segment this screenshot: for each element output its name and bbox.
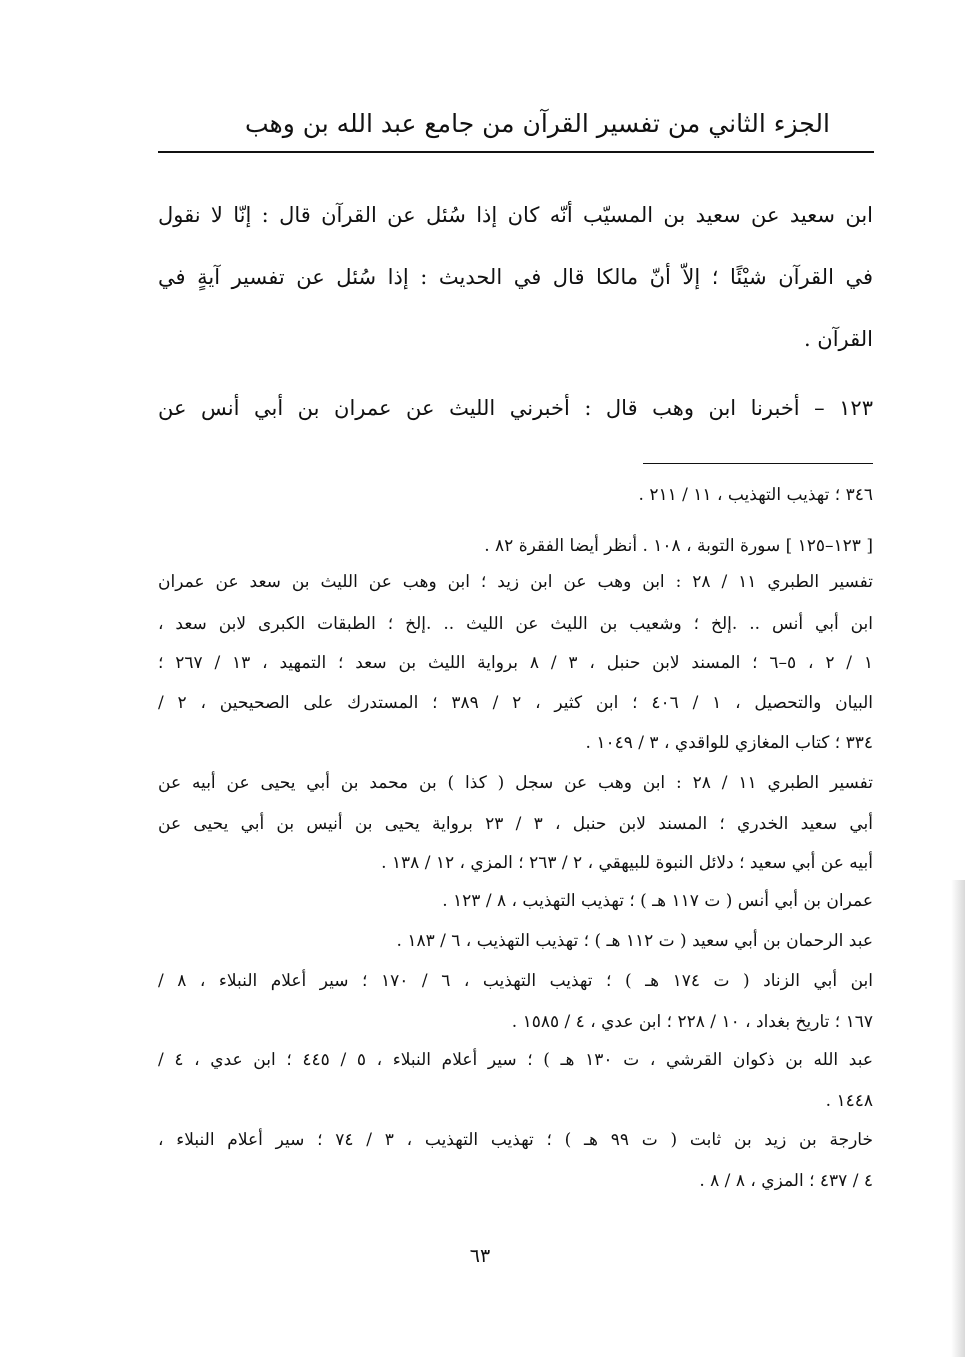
footnote-line: [ ١٢٣–١٢٥ ] سورة التوبة ، ١٠٨ . أنظر أيضا الفقرة ٨٢ .	[484, 536, 873, 556]
scan-edge-shadow	[951, 880, 965, 1357]
main-text-line: ابن سعيد عن سعيد بن المسيّب أنّه كان إذا سُئل عن القرآن قال : إنّا لا نقول	[158, 203, 873, 227]
running-header: الجزء الثاني من تفسير القرآن من جامع عبد الله بن وهب	[244, 109, 830, 138]
footnote-line: أبي سعيد الخدري ؛ المسند لابن حنبل ، ٣ / ٢٣ برواية يحيى بن أنيس بن أبي يحيى عن	[158, 814, 873, 834]
page-number: ٦٣	[469, 1245, 491, 1267]
footnote-line: ابن أبي أنس .. .إلخ ؛ وشعيب بن الليث عن الليث .. .إلخ ؛ الطبقات الكبرى لابن سعد ،	[158, 614, 873, 634]
footnote-line: ٣٣٤ ؛ كتاب المغازي للواقدي ، ٣ / ١٠٤٩ .	[585, 733, 873, 753]
main-text-line: في القرآن شيْئًا ؛ إلاّ أنّ مالكا قال في الحديث : إذا سُئل عن تفسير آيةٍ في	[158, 265, 873, 289]
footnote-line: ١ / ٢ ، ٥–٦ ؛ المسند لابن حنبل ، ٣ / ٨ برواية الليث بن سعد ؛ التمهيد ، ١٣ / ٢٦٧ ؛	[158, 653, 873, 673]
footnote-line: عبد الرحمان بن أبي سعيد ( ت ١١٢ هـ ) ؛ تهذيب التهذيب ، ٦ / ١٨٣ .	[396, 931, 873, 951]
footnote-line: ١٦٧ ؛ تاريخ بغداد ، ١٠ / ٢٢٨ ؛ ابن عدي ، ٤ / ١٥٨٥ .	[511, 1012, 873, 1032]
paragraph-123-line: ١٢٣ – أخبرنا ابن وهب قال : أخبرني الليث عن عمران بن أبي أنس عن	[158, 396, 873, 420]
footnote-line: عبد الله بن ذكوان القرشي ، ت ١٣٠ هـ ) ؛ سير أعلام النبلاء ، ٥ / ٤٤٥ ؛ ابن عدي ، ٤ /	[158, 1050, 873, 1070]
footnote-line: خارجة بن زيد بن ثابت ( ت ٩٩ هـ ) ؛ تهذيب التهذيب ، ٣ / ٧٤ ؛ سير أعلام النبلاء ،	[158, 1130, 873, 1150]
footnote-line: ٣٤٦ ؛ تهذيب التهذيب ، ١١ / ٢١١ .	[638, 485, 873, 505]
header-rule	[158, 151, 874, 153]
footnote-line: ١٤٤٨ .	[825, 1091, 873, 1111]
footnote-line: البيان والتحصيل ، ١ / ٤٠٦ ؛ ابن كثير ، ٢ / ٣٨٩ ؛ المستدرك على الصحيحين ، ٢ /	[158, 693, 873, 713]
footnote-line: أبيه عن أبي سعيد ؛ دلائل النبوة للبيهقي ، ٢ / ٢٦٣ ؛ المزي ، ١٢ / ١٣٨ .	[381, 853, 873, 873]
footnote-line: تفسير الطبري ١١ / ٢٨ : ابن وهب عن ابن زيد ؛ ابن وهب عن الليث بن سعد عن عمران	[158, 572, 873, 592]
main-text-line: القرآن .	[803, 327, 873, 351]
footnote-line: ٤ / ٤٣٧ ؛ المزي ، ٨ / ٨ .	[699, 1171, 873, 1191]
footnote-line: عمران بن أبي أنس ( ت ١١٧ هـ ) ؛ تهذيب التهذيب ، ٨ / ١٢٣ .	[442, 891, 873, 911]
footnote-line: تفسير الطبري ١١ / ٢٨ : ابن وهب عن سجل ( كذا ) بن محمد بن أبي يحيى عن أبيه عن	[158, 773, 873, 793]
footnote-line: ابن أبي الزناد ( ت ١٧٤ هـ ) ؛ تهذيب التهذيب ، ٦ / ١٧٠ ؛ سير أعلام النبلاء ، ٨ /	[158, 971, 873, 991]
footnote-separator	[643, 463, 873, 464]
